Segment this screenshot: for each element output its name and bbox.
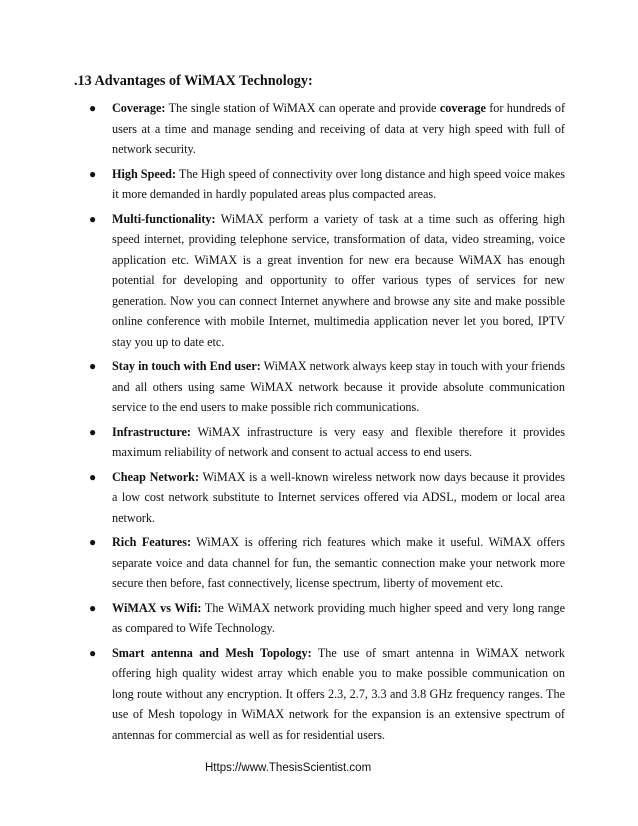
bullet-icon: ● [89,211,97,226]
footer-url: Https://www.ThesisScientist.com [205,762,372,774]
item-term: High Speed: [112,166,177,181]
bullet-icon: ● [89,424,97,439]
item-term: WiMAX vs Wifi: [112,600,202,615]
item-term: Rich Features: [112,535,192,549]
section-heading: .13 Advantages of WiMAX Technology: [74,73,313,89]
item-text: The single station of WiMAX can operate and provide [165,101,440,115]
list-item-high-speed [87,164,565,205]
bullet-icon: ● [89,469,97,484]
list-item-coverage [87,98,565,160]
item-text: WiMAX is offering rich features which make it useful. WiMAX offers separate voice and data channel for fun, the semantic connection make your network more secure then before, fast connectively, license spectrum, liberty of movement etc. [112,535,565,590]
item-term: Coverage: [112,101,166,115]
item-term: Infrastructure: [112,424,191,439]
item-text: The High speed of connectivity over long distance and high speed voice makes it more demanded in hardly populated areas plus compacted areas. [112,166,565,201]
bullet-icon: ● [89,645,97,660]
item-text: WiMAX perform a variety of task at a time such as offering high speed internet, providing telephone service, transformation of data, video streaming, voice application etc. WiMAX is a great invention for new era because WiMAX has enough potential for developing and opportunity to offer various types of services for new generation. Now you can connect Internet anywhere and browse any site and make possible online conference with mobile Internet, multimedia application never let you bored, IPTV stay you up to date etc. [112,211,565,349]
item-term: Cheap Network: [112,469,200,484]
item-text: WiMAX network always keep stay in touch with your friends and all others using same WiMAX network because it provide absolute communication service to the end users to make possible rich communications. [112,359,565,414]
advantages-list [87,98,565,749]
list-item-stay-in-touch [87,356,565,418]
bullet-icon: ● [89,101,97,115]
list-item-rich-features [87,532,565,594]
bullet-icon: ● [89,166,97,181]
item-text: The use of smart antenna in WiMAX network offering high quality widest array which enable you to make possible communication on long route without any encryption. It offers 2.3, 2.7, 3.3 and 3.8 GHz frequency ranges. The use of Mesh topology in WiMAX network for the expansion is an extensive spectrum of antennas for commercial as well as for residential users. [112,645,565,742]
item-term: Multi-functionality: [112,211,216,226]
bullet-icon: ● [89,600,97,615]
item-text: WiMAX is a well-known wireless network now days because it provides a low cost network substitute to Internet services offered via ADSL, modem or local area network. [112,469,565,525]
bullet-icon: ● [89,359,97,373]
list-item-wimax-vs-wifi [87,598,565,639]
item-text: for hundreds of users at a time and manage sending and receiving of data at very high speed with full of network security. [112,101,565,156]
list-item-cheap-network [87,467,565,529]
item-term: Smart antenna and Mesh Topology: [112,645,312,660]
list-item-infrastructure [87,422,565,463]
item-text: The WiMAX network providing much higher speed and very long range as compared to Wife Technology. [112,600,565,635]
item-bold-word: coverage [439,101,486,115]
item-text: WiMAX infrastructure is very easy and flexible therefore it provides maximum reliability of network and consent to actual access to end users. [112,424,565,459]
list-item-smart-antenna [87,643,565,746]
item-term: Stay in touch with End user: [112,359,261,373]
list-item-multi-functionality [87,209,565,353]
bullet-icon: ● [89,535,97,549]
